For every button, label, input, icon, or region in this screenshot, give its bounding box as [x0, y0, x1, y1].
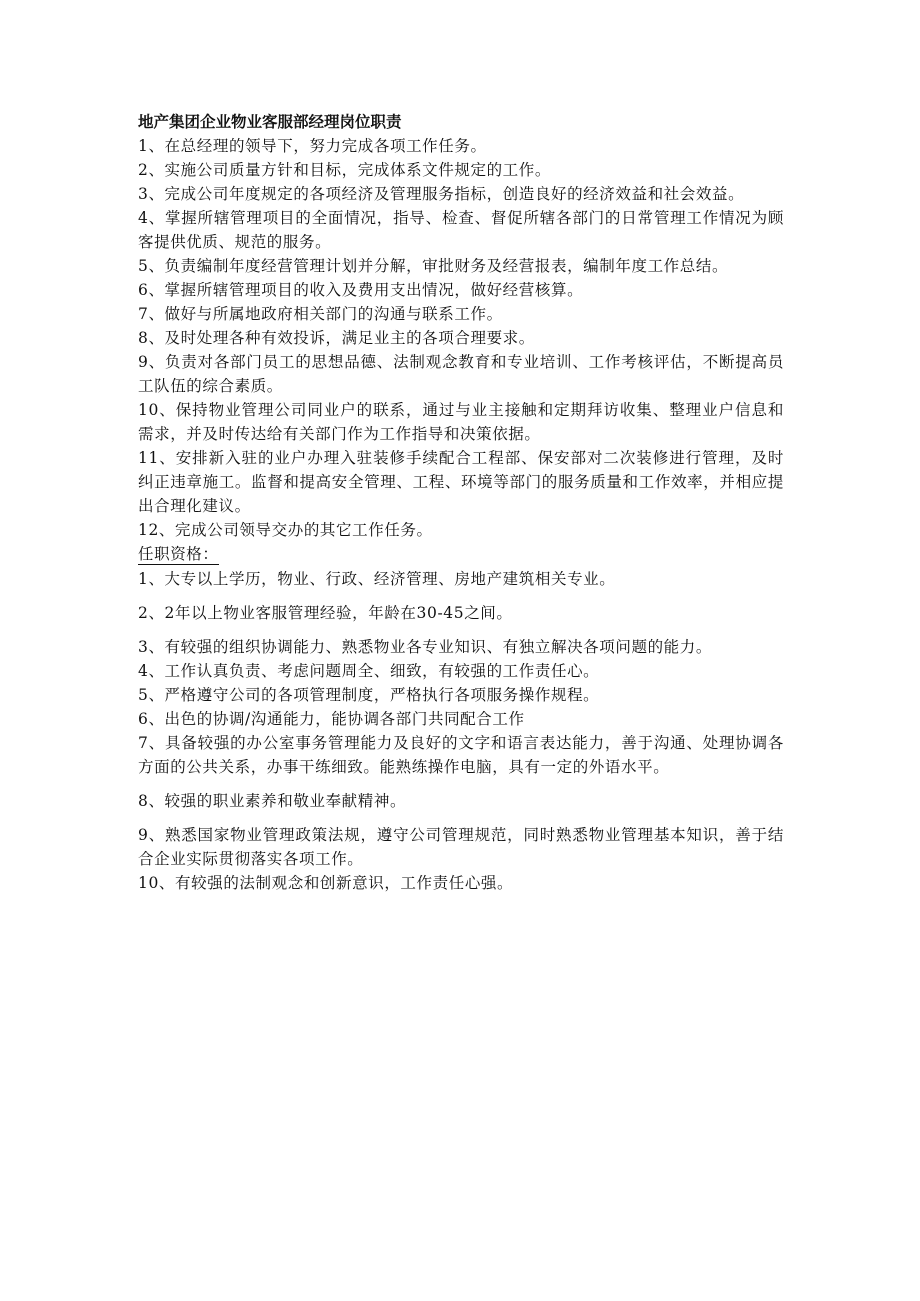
qualification-item: 10、有较强的法制观念和创新意识，工作责任心强。 [138, 874, 514, 892]
qualification-item: 9、熟悉国家物业管理政策法规，遵守公司管理规范，同时熟悉物业管理基本知识，善于结合企业实际贯彻落实各项工作。 [138, 826, 784, 868]
duty-item: 5、负责编制年度经营管理计划并分解，审批财务及经营报表，编制年度工作总结。 [138, 257, 729, 275]
duty-item: 4、掌握所辖管理项目的全面情况，指导、检查、督促所辖各部门的日常管理工作情况为顾客提供优质、规范的服务。 [138, 209, 784, 251]
duty-item: 3、完成公司年度规定的各项经济及管理服务指标，创造良好的经济效益和社会效益。 [138, 185, 745, 203]
duty-item: 11、安排新入驻的业户办理入驻装修手续配合工程部、保安部对二次装修进行管理，及时纠正违章施工。监督和提高安全管理、工程、环境等部门的服务质量和工作效率，并相应提出合理化建议。 [138, 449, 784, 515]
duty-item: 9、负责对各部门员工的思想品德、法制观念教育和专业培训、工作考核评估，不断提高员工队伍的综合素质。 [138, 353, 784, 395]
duty-item: 6、掌握所辖管理项目的收入及费用支出情况，做好经营核算。 [138, 281, 584, 299]
qualification-item: 6、出色的协调/沟通能力，能协调各部门共同配合工作 [138, 710, 525, 728]
duty-item: 1、在总经理的领导下，努力完成各项工作任务。 [138, 137, 487, 155]
qualification-item: 5、严格遵守公司的各项管理制度，严格执行各项服务操作规程。 [138, 686, 600, 704]
qualification-item: 2、2年以上物业客服管理经验，年龄在30-45之间。 [138, 604, 513, 622]
qualification-item: 7、具备较强的办公室事务管理能力及良好的文字和语言表达能力，善于沟通、处理协调各方面的公共关系，办事干练细致。能熟练操作电脑，具有一定的外语水平。 [138, 734, 784, 776]
duty-item: 2、实施公司质量方针和目标，完成体系文件规定的工作。 [138, 161, 551, 179]
qualifications-heading: 任职资格： [138, 545, 219, 563]
document-title: 地产集团企业物业客服部经理岗位职责 [138, 113, 402, 131]
duty-item: 12、完成公司领导交办的其它工作任务。 [138, 521, 433, 539]
qualification-item: 4、工作认真负责、考虑问题周全、细致，有较强的工作责任心。 [138, 662, 600, 680]
duty-item: 8、及时处理各种有效投诉，满足业主的各项合理要求。 [138, 329, 535, 347]
duty-item: 7、做好与所属地政府相关部门的沟通与联系工作。 [138, 305, 503, 323]
qualifications-list [138, 567, 784, 895]
qualification-item: 1、大专以上学历，物业、行政、经济管理、房地产建筑相关专业。 [138, 570, 616, 588]
duty-item: 10、保持物业管理公司同业户的联系，通过与业主接触和定期拜访收集、整理业户信息和需求，并及时传达给有关部门作为工作指导和决策依据。 [138, 401, 784, 443]
duties-list [138, 134, 784, 542]
qualification-item: 3、有较强的组织协调能力、熟悉物业各专业知识、有独立解决各项问题的能力。 [138, 638, 712, 656]
document-body [138, 110, 784, 895]
qualification-item: 8、较强的职业素养和敬业奉献精神。 [138, 792, 407, 810]
